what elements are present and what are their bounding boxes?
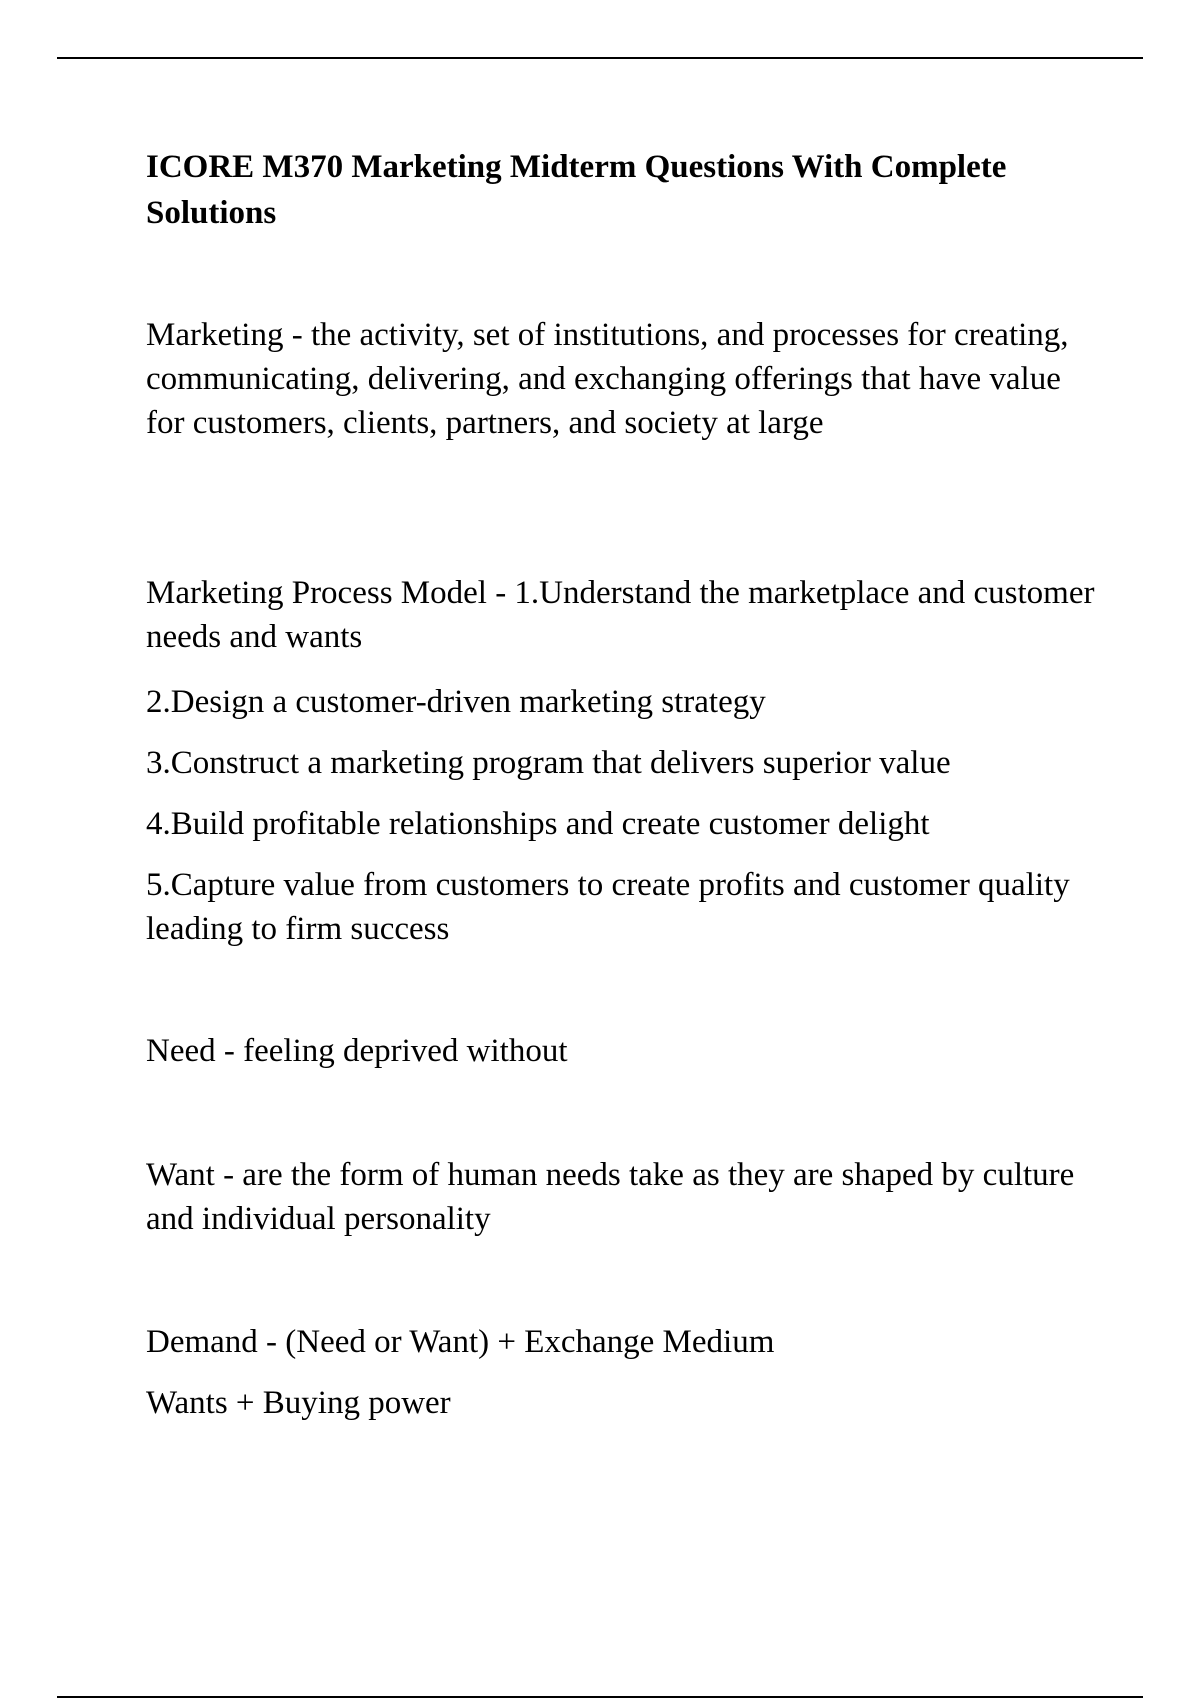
definition-marketing-process-model: Marketing Process Model - 1.Understand the marketplace and customer needs and wants [146, 575, 1095, 655]
document-title: ICORE M370 Marketing Midterm Questions With Complete Solutions [146, 149, 1007, 231]
definition-demand: Demand - (Need or Want) + Exchange Medium [146, 1324, 775, 1360]
process-step-4: 4.Build profitable relationships and create customer delight [146, 806, 930, 842]
process-step-3: 3.Construct a marketing program that delivers superior value [146, 745, 951, 781]
process-step-5: 5.Capture value from customers to create profits and customer quality leading to firm success [146, 867, 1070, 947]
top-divider [57, 57, 1143, 59]
process-step-2: 2.Design a customer-driven marketing strategy [146, 684, 766, 720]
bottom-divider [57, 1696, 1143, 1698]
definition-need: Need - feeling deprived without [146, 1033, 568, 1069]
definition-marketing: Marketing - the activity, set of institutions, and processes for creating, communicating, delivering, and exchanging offerings that have value for customers, clients, partners, and society at large [146, 317, 1069, 441]
definition-want: Want - are the form of human needs take as they are shaped by culture and individual personality [146, 1157, 1075, 1237]
definition-demand-line-2: Wants + Buying power [146, 1385, 451, 1421]
